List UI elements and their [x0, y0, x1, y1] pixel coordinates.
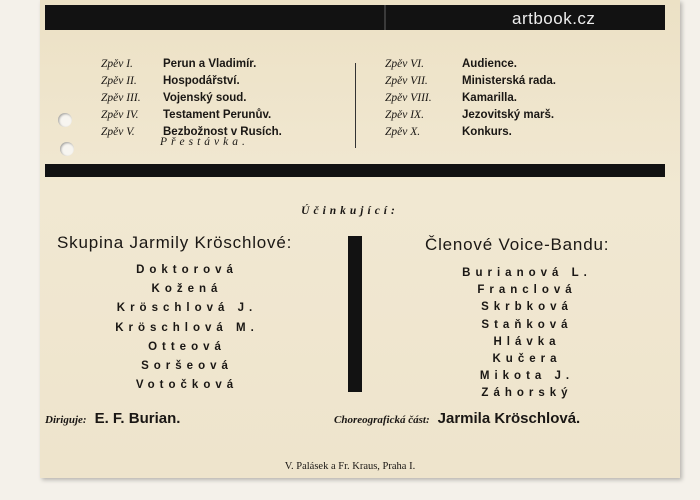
member-name: Kožená [151, 283, 223, 296]
punch-hole [58, 113, 72, 127]
song-number: Zpěv VII. [385, 75, 428, 87]
song-number: Zpěv VIII. [385, 92, 432, 104]
song-number: Zpěv VI. [385, 58, 424, 70]
member-name: Kučera [492, 353, 562, 365]
song-title: Kamarilla. [462, 92, 517, 104]
song-title: Bezbožnost v Rusích. [163, 126, 282, 138]
program-item [101, 109, 272, 121]
choreography-role: Choreografická část: [334, 414, 430, 426]
song-number: Zpěv IX. [385, 109, 424, 121]
column-divider [355, 63, 356, 148]
program-item [101, 75, 240, 87]
program-item [101, 58, 257, 70]
group-right-title: Členové Voice-Bandu: [425, 235, 610, 254]
member-name: Záhorský [481, 387, 573, 400]
program-item [385, 75, 556, 87]
choreography-credit [334, 410, 580, 428]
member-name: Kröschlová J. [116, 302, 258, 315]
member-name: Otteová [148, 340, 226, 353]
member-name: Franclová [477, 284, 577, 297]
song-number: Zpěv X. [385, 126, 421, 138]
member-name: Votočková [135, 379, 239, 392]
center-vertical-bar [348, 236, 362, 392]
member-name: Kröschlová M. [115, 321, 259, 334]
song-number: Zpěv III. [101, 92, 141, 104]
conductor-role: Diriguje: [45, 414, 87, 426]
song-number: Zpěv II. [101, 75, 137, 87]
song-number: Zpěv V. [101, 126, 135, 138]
watermark: artbook.cz [512, 9, 596, 28]
program-item [101, 126, 282, 138]
member-name: Skrbková [481, 301, 573, 314]
member-name: Burianová L. [462, 267, 592, 279]
program-item [385, 126, 512, 138]
program-item [385, 92, 517, 104]
member-name: Doktorová [136, 264, 238, 276]
song-title: Hospodářství. [163, 75, 240, 87]
song-number: Zpěv I. [101, 58, 133, 70]
song-title: Vojenský soud. [163, 92, 247, 104]
member-name: Staňková [481, 318, 573, 331]
printer-imprint: V. Palásek a Fr. Kraus, Praha I. [284, 461, 416, 472]
conductor-name: E. F. Burian. [94, 410, 181, 427]
song-title: Ministerská rada. [462, 75, 556, 87]
song-title: Konkurs. [462, 126, 512, 138]
program-item [385, 58, 517, 70]
member-name: Hlávka [493, 335, 561, 348]
member-name: Mikota J. [479, 370, 575, 383]
group-left-title: Skupina Jarmily Kröschlové: [57, 233, 293, 252]
middle-black-bar [45, 164, 665, 177]
punch-hole [60, 142, 74, 156]
program-item [385, 109, 555, 121]
program-item [101, 92, 247, 104]
song-title: Jezovitský marš. [462, 109, 555, 121]
top-bar-gap [384, 5, 386, 30]
song-number: Zpěv IV. [101, 109, 139, 121]
intermission: Přestávka. [160, 136, 249, 148]
song-title: Testament Perunův. [163, 109, 272, 121]
song-title: Perun a Vladimír. [163, 58, 257, 70]
song-title: Audience. [462, 58, 517, 70]
choreography-name: Jarmila Kröschlová. [437, 410, 581, 427]
member-name: Soršeová [141, 360, 233, 372]
performers-heading: Účinkující: [301, 205, 399, 217]
conductor-credit [45, 410, 180, 428]
